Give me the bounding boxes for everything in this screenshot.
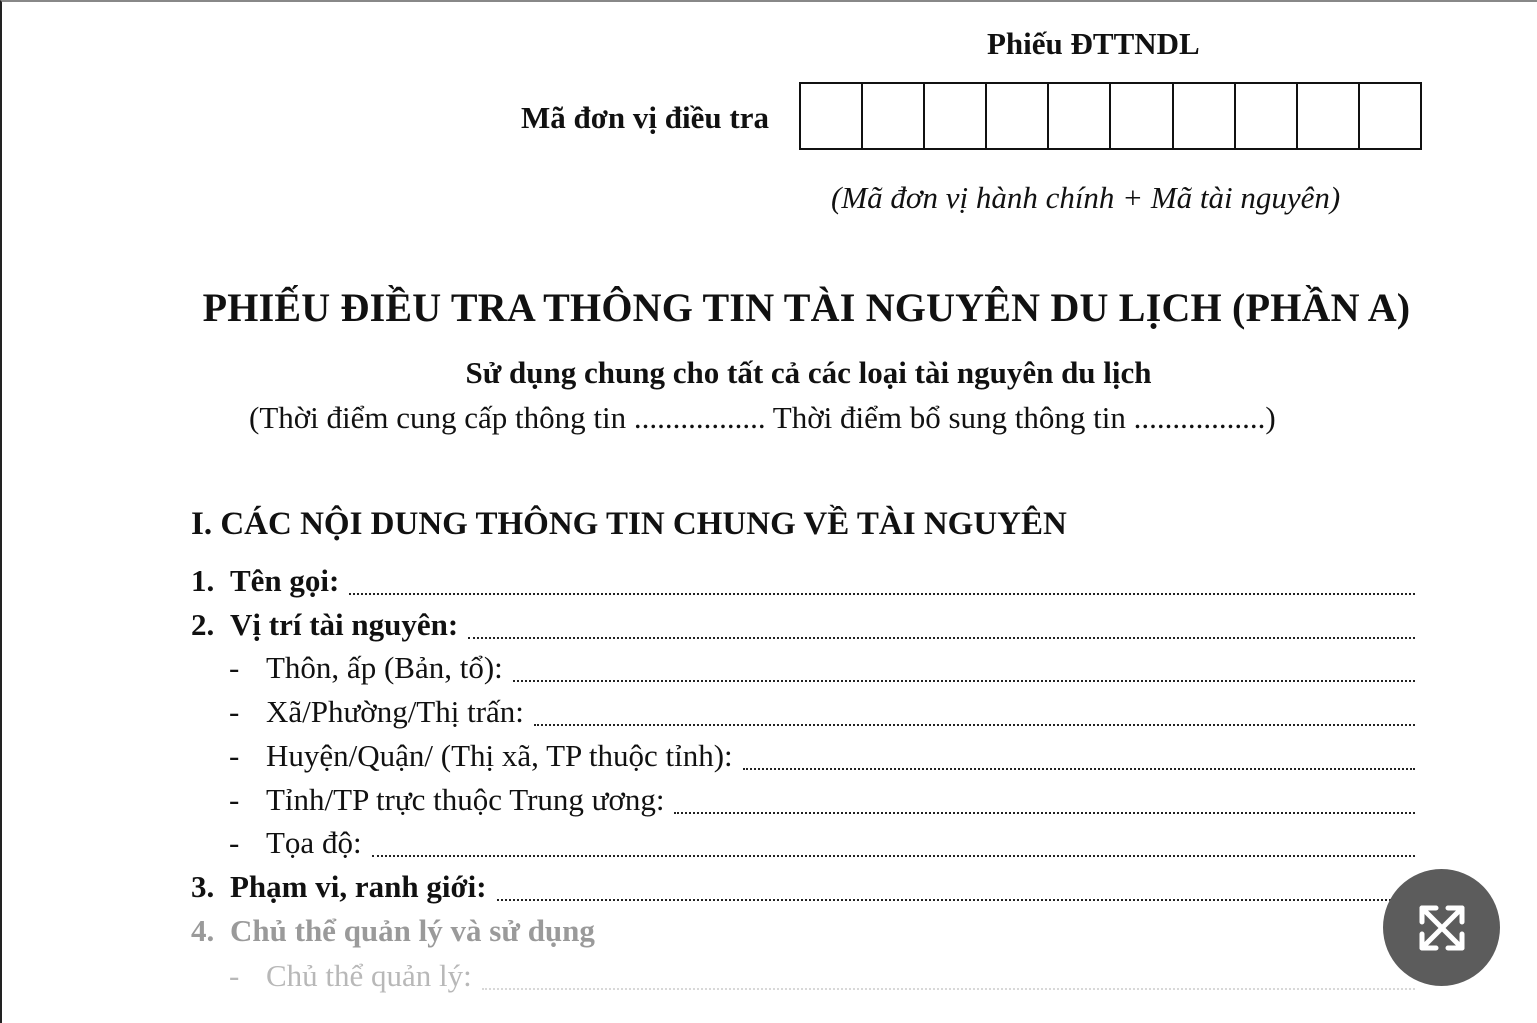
field-label: Tọa độ: (266, 825, 362, 860)
dash-bullet: - (229, 650, 240, 685)
fill-line[interactable] (743, 764, 1415, 770)
dash-bullet: - (229, 782, 240, 817)
expand-button[interactable] (1383, 869, 1500, 986)
time-info-line: (Thời điểm cung cấp thông tin ................. Thời điểm bổ sung thông tin .................) (249, 400, 1276, 435)
form-title: PHIẾU ĐIỀU TRA THÔNG TIN TÀI NGUYÊN DU LỊCH (PHẦN A) (202, 285, 1411, 330)
code-box[interactable] (1172, 84, 1234, 148)
item-number: 1. (191, 563, 215, 598)
fill-line[interactable] (513, 676, 1415, 682)
field-label: Tên gọi: (230, 563, 340, 598)
field-label: Phạm vi, ranh giới: (230, 869, 487, 904)
unit-code-boxes (799, 82, 1422, 150)
item-number: 4. (191, 913, 215, 948)
field-district (229, 738, 1415, 778)
code-box[interactable] (1358, 84, 1420, 148)
field-scope (191, 869, 1415, 909)
field-label: Chủ thể quản lý: (266, 958, 472, 993)
field-commune (229, 694, 1415, 734)
code-box[interactable] (1047, 84, 1109, 148)
code-box[interactable] (801, 84, 861, 148)
code-box[interactable] (1296, 84, 1358, 148)
form-subtitle: Sử dụng chung cho tất cả các loại tài nguyên du lịch (465, 355, 1152, 390)
field-coordinates (229, 825, 1415, 865)
fill-line[interactable] (674, 808, 1415, 814)
dash-bullet: - (229, 694, 240, 729)
field-label: Tỉnh/TP trực thuộc Trung ương: (266, 782, 665, 817)
field-label: Huyện/Quận/ (Thị xã, TP thuộc tỉnh): (266, 738, 733, 773)
fill-line[interactable] (372, 851, 1415, 857)
unit-code-label: Mã đơn vị điều tra (521, 100, 769, 135)
field-management (191, 913, 1415, 953)
field-label: Xã/Phường/Thị trấn: (266, 694, 524, 729)
field-hamlet (229, 650, 1415, 690)
dash-bullet: - (229, 738, 240, 773)
field-label: Thôn, ấp (Bản, tổ): (266, 650, 503, 685)
item-number: 2. (191, 607, 215, 642)
field-label: Vị trí tài nguyên: (230, 607, 459, 642)
fill-line[interactable] (482, 984, 1415, 990)
fill-line[interactable] (468, 633, 1415, 639)
dash-bullet: - (229, 958, 240, 993)
field-label: Chủ thể quản lý và sử dụng (230, 913, 595, 948)
unit-code-note: (Mã đơn vị hành chính + Mã tài nguyên) (831, 180, 1341, 215)
field-location (191, 607, 1415, 647)
item-number: 3. (191, 869, 215, 904)
fill-line[interactable] (534, 720, 1415, 726)
field-province (229, 782, 1415, 822)
section-heading: I. CÁC NỘI DUNG THÔNG TIN CHUNG VỀ TÀI NGUYÊN (191, 506, 1067, 542)
field-manager (229, 958, 1415, 998)
expand-arrows-icon (1412, 898, 1472, 958)
fill-line[interactable] (349, 589, 1415, 595)
code-box[interactable] (861, 84, 923, 148)
code-box[interactable] (985, 84, 1047, 148)
form-code: Phiếu ĐTTNDL (987, 26, 1200, 61)
fill-line[interactable] (497, 895, 1415, 901)
code-box[interactable] (1234, 84, 1296, 148)
code-box[interactable] (923, 84, 985, 148)
field-name (191, 563, 1415, 603)
dash-bullet: - (229, 825, 240, 860)
code-box[interactable] (1109, 84, 1171, 148)
